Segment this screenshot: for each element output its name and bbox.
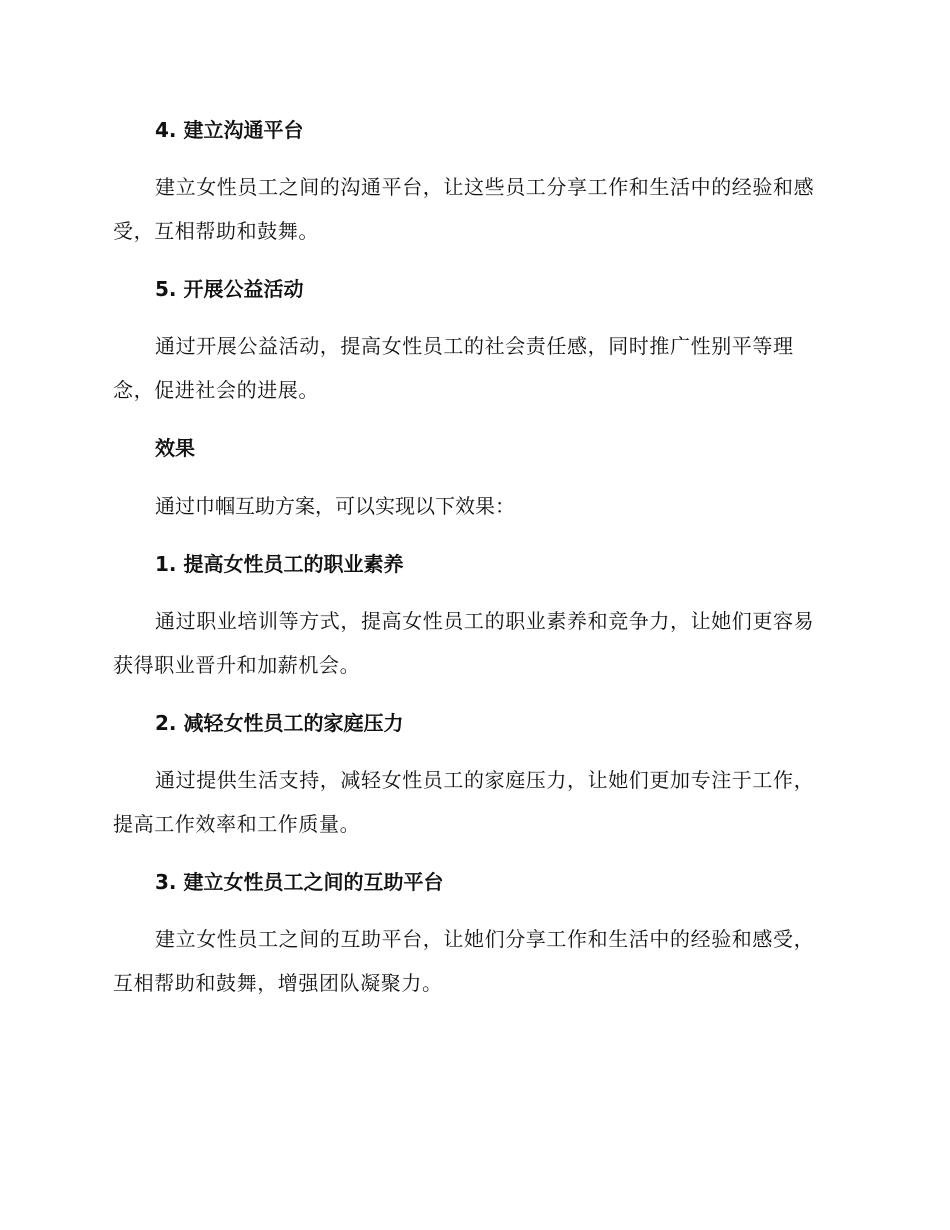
effect-body-mutual-aid-platform: 建立女性员工之间的互助平台，让她们分享工作和生活中的经验和感受，互相帮助和鼓舞，增强团队凝聚力。 [113,927,815,995]
section-body-communication-platform: 建立女性员工之间的沟通平台，让这些员工分享工作和生活中的经验和感受，互相帮助和鼓舞。 [113,175,815,243]
section-heading-public-welfare: 5. 开展公益活动 [155,277,304,301]
section-body-public-welfare: 通过开展公益活动，提高女性员工的社会责任感，同时推广性别平等理念，促进社会的进展。 [113,334,794,402]
section-heading-communication-platform: 4. 建立沟通平台 [155,118,304,142]
effect-heading-professional-quality: 1. 提高女性员工的职业素养 [155,552,404,576]
effects-intro: 通过巾帼互助方案，可以实现以下效果： [155,494,515,518]
effect-heading-family-pressure: 2. 减轻女性员工的家庭压力 [155,711,404,735]
effects-heading: 效果 [155,436,195,460]
effect-heading-mutual-aid-platform: 3. 建立女性员工之间的互助平台 [155,870,444,894]
effect-body-professional-quality: 通过职业培训等方式，提高女性员工的职业素养和竞争力，让她们更容易获得职业晋升和加薪机会。 [113,609,815,677]
effect-body-family-pressure: 通过提供生活支持，减轻女性员工的家庭压力，让她们更加专注于工作，提高工作效率和工作质量。 [113,768,815,836]
